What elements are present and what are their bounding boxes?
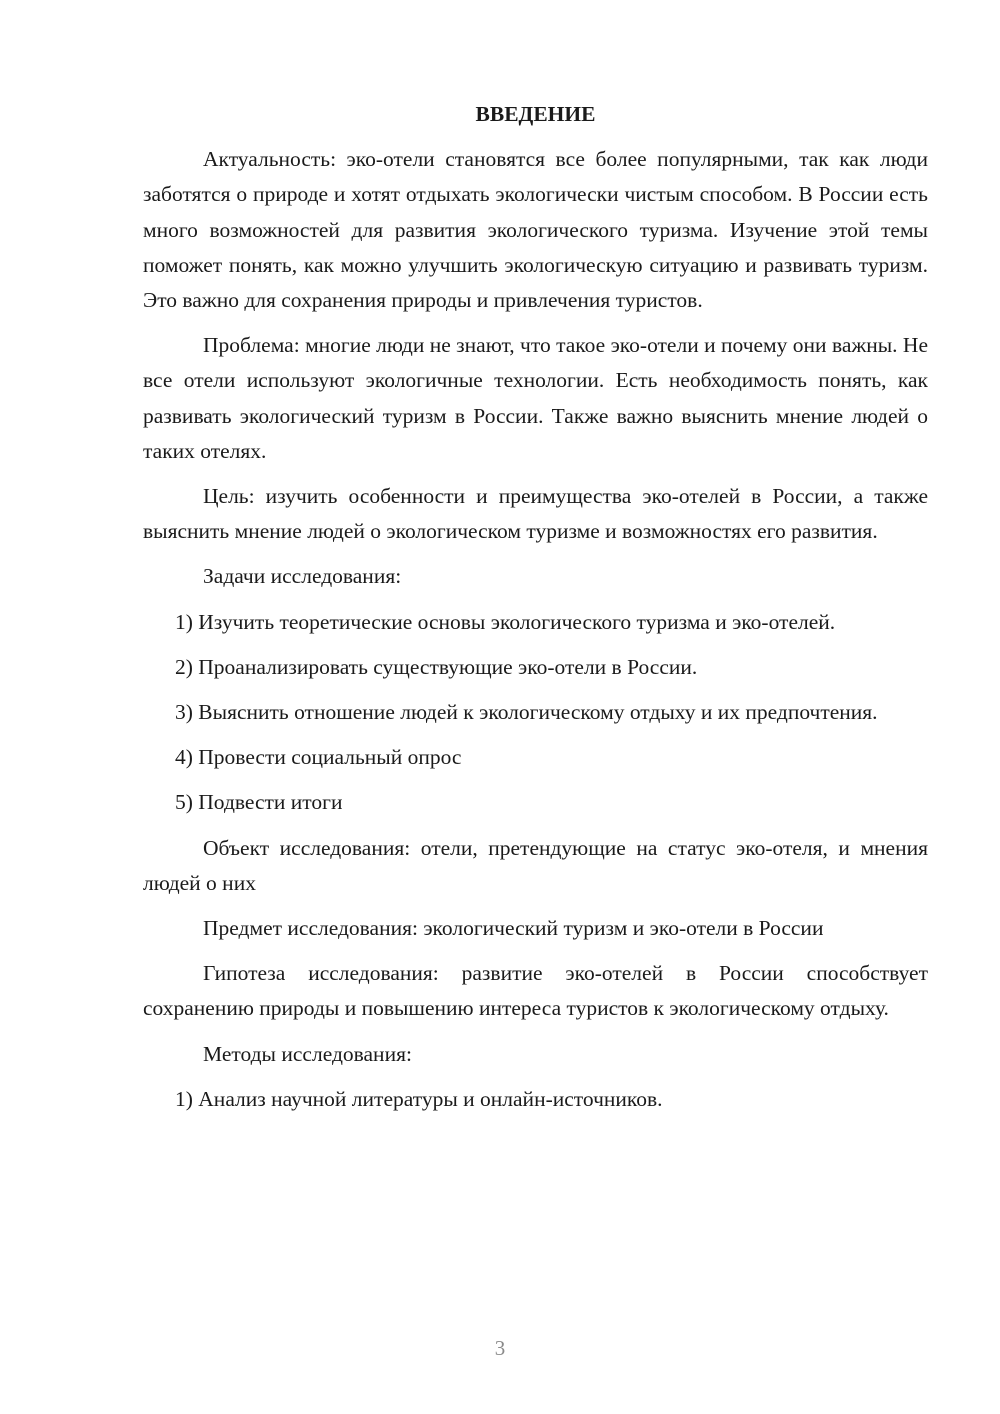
page-title: ВВЕДЕНИЕ [475,102,596,126]
task-item-5: 5) Подвести итоги [175,790,343,815]
paragraph-subject: Предмет исследования: экологический туризм и эко-отели в России [203,916,824,941]
task-item-3: 3) Выяснить отношение людей к экологическому отдыху и их предпочтения. [175,700,878,725]
paragraph-goal: Цель: изучить особенности и преимущества эко-отелей в России, а также выяснить мнение людей о экологическом туризме и возможностях его развития. [143,484,928,544]
page-number: 3 [494,1336,506,1360]
method-item-1: 1) Анализ научной литературы и онлайн-источников. [175,1086,663,1111]
task-item-1: 1) Изучить теоретические основы экологического туризма и эко-отелей. [175,609,836,634]
paragraph-methods-heading: Методы исследования: [203,1041,412,1066]
task-item-4: 4) Провести социальный опрос [175,745,462,770]
paragraph-object: Объект исследования: отели, претендующие на статус эко-отеля, и мнения людей о них [143,835,928,895]
page-content [143,97,928,1127]
paragraph-tasks-heading: Задачи исследования: [203,564,402,589]
paragraph-problem: Проблема: многие люди не знают, что такое эко-отели и почему они важны. Не все отели используют экологичные технологии. Есть необходимость понять, как развивать экологический туризм в России. Также важно выяснить мнение людей о таких отелях. [143,333,928,463]
task-item-2: 2) Проанализировать существующие эко-отели в России. [175,654,698,679]
paragraph-hypothesis: Гипотеза исследования: развитие эко-отелей в России способствует сохранению природы и повышению интереса туристов к экологическому отдыху. [143,961,928,1021]
paragraph-relevance: Актуальность: эко-отели становятся все более популярными, так как люди заботятся о природе и хотят отдыхать экологически чистым способом. В России есть много возможностей для развития экологического туризма. Изучение этой темы поможет понять, как можно улучшить экологическую ситуацию и развивать туризм. Это важно для сохранения природы и привлечения туристов. [143,147,928,313]
